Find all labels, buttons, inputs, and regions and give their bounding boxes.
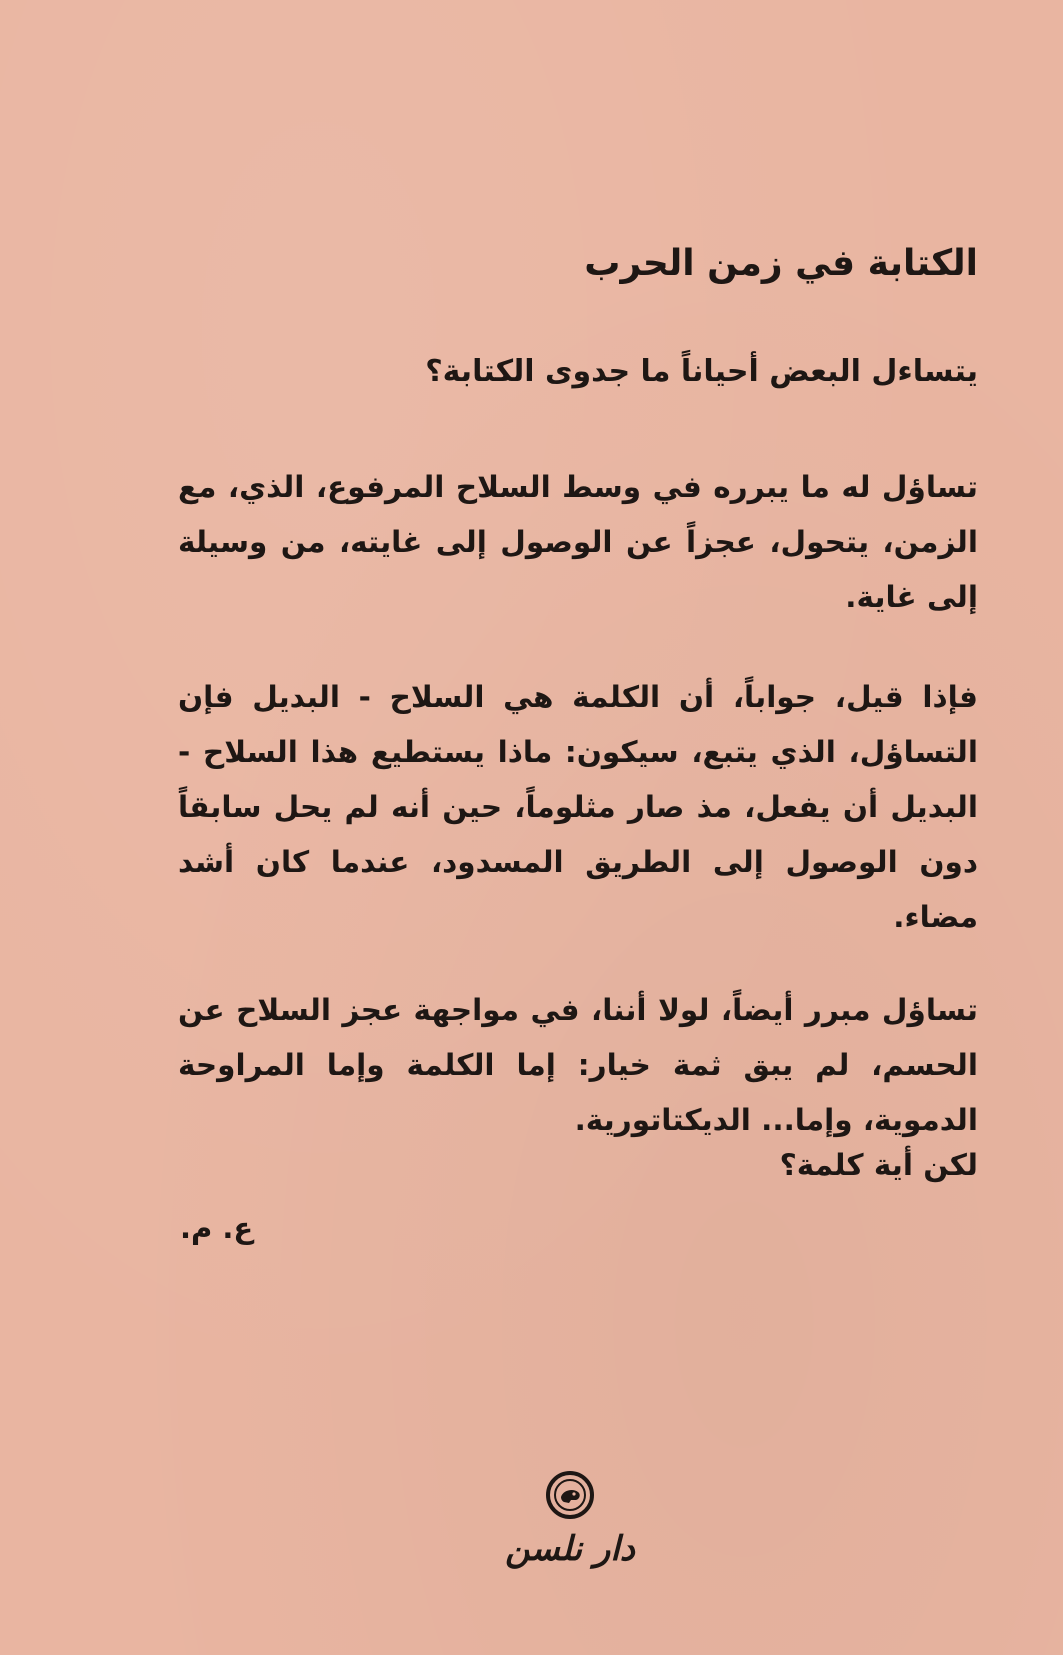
author-signature: ع. م. xyxy=(180,1211,254,1245)
publisher-emblem-icon xyxy=(545,1470,595,1520)
publisher-logo xyxy=(500,1470,640,1600)
opening-question: يتساءل البعض أحياناً ما جدوى الكتابة؟ xyxy=(425,354,978,389)
paragraph-2: فإذا قيل، جواباً، أن الكلمة هي السلاح - البديل فإن التساؤل، الذي يتبع، سيكون: ماذا يستطيع هذا السلاح - البديل أن يفعل، مذ صار مثلوماً، حين أنه لم يحل سابقاً دون الوصول إلى الطريق المسدود، عندما كان أشد مضاء. xyxy=(178,680,978,934)
paragraph-3: تساؤل مبرر أيضاً، لولا أننا، في مواجهة عجز السلاح عن الحسم، لم يبق ثمة خيار: إما الكلمة وإما المراوحة الدموية، وإما... الديكتاتورية. xyxy=(178,993,978,1137)
closing-question: لكن أية كلمة؟ xyxy=(779,1148,978,1182)
publisher-name: دار نلسن xyxy=(505,1529,635,1569)
page-title: الكتابة في زمن الحرب xyxy=(584,243,978,284)
paragraph-1: تساؤل له ما يبرره في وسط السلاح المرفوع، الذي، مع الزمن، يتحول، عجزاً عن الوصول إلى غايته، من وسيلة إلى غاية. xyxy=(178,470,978,614)
